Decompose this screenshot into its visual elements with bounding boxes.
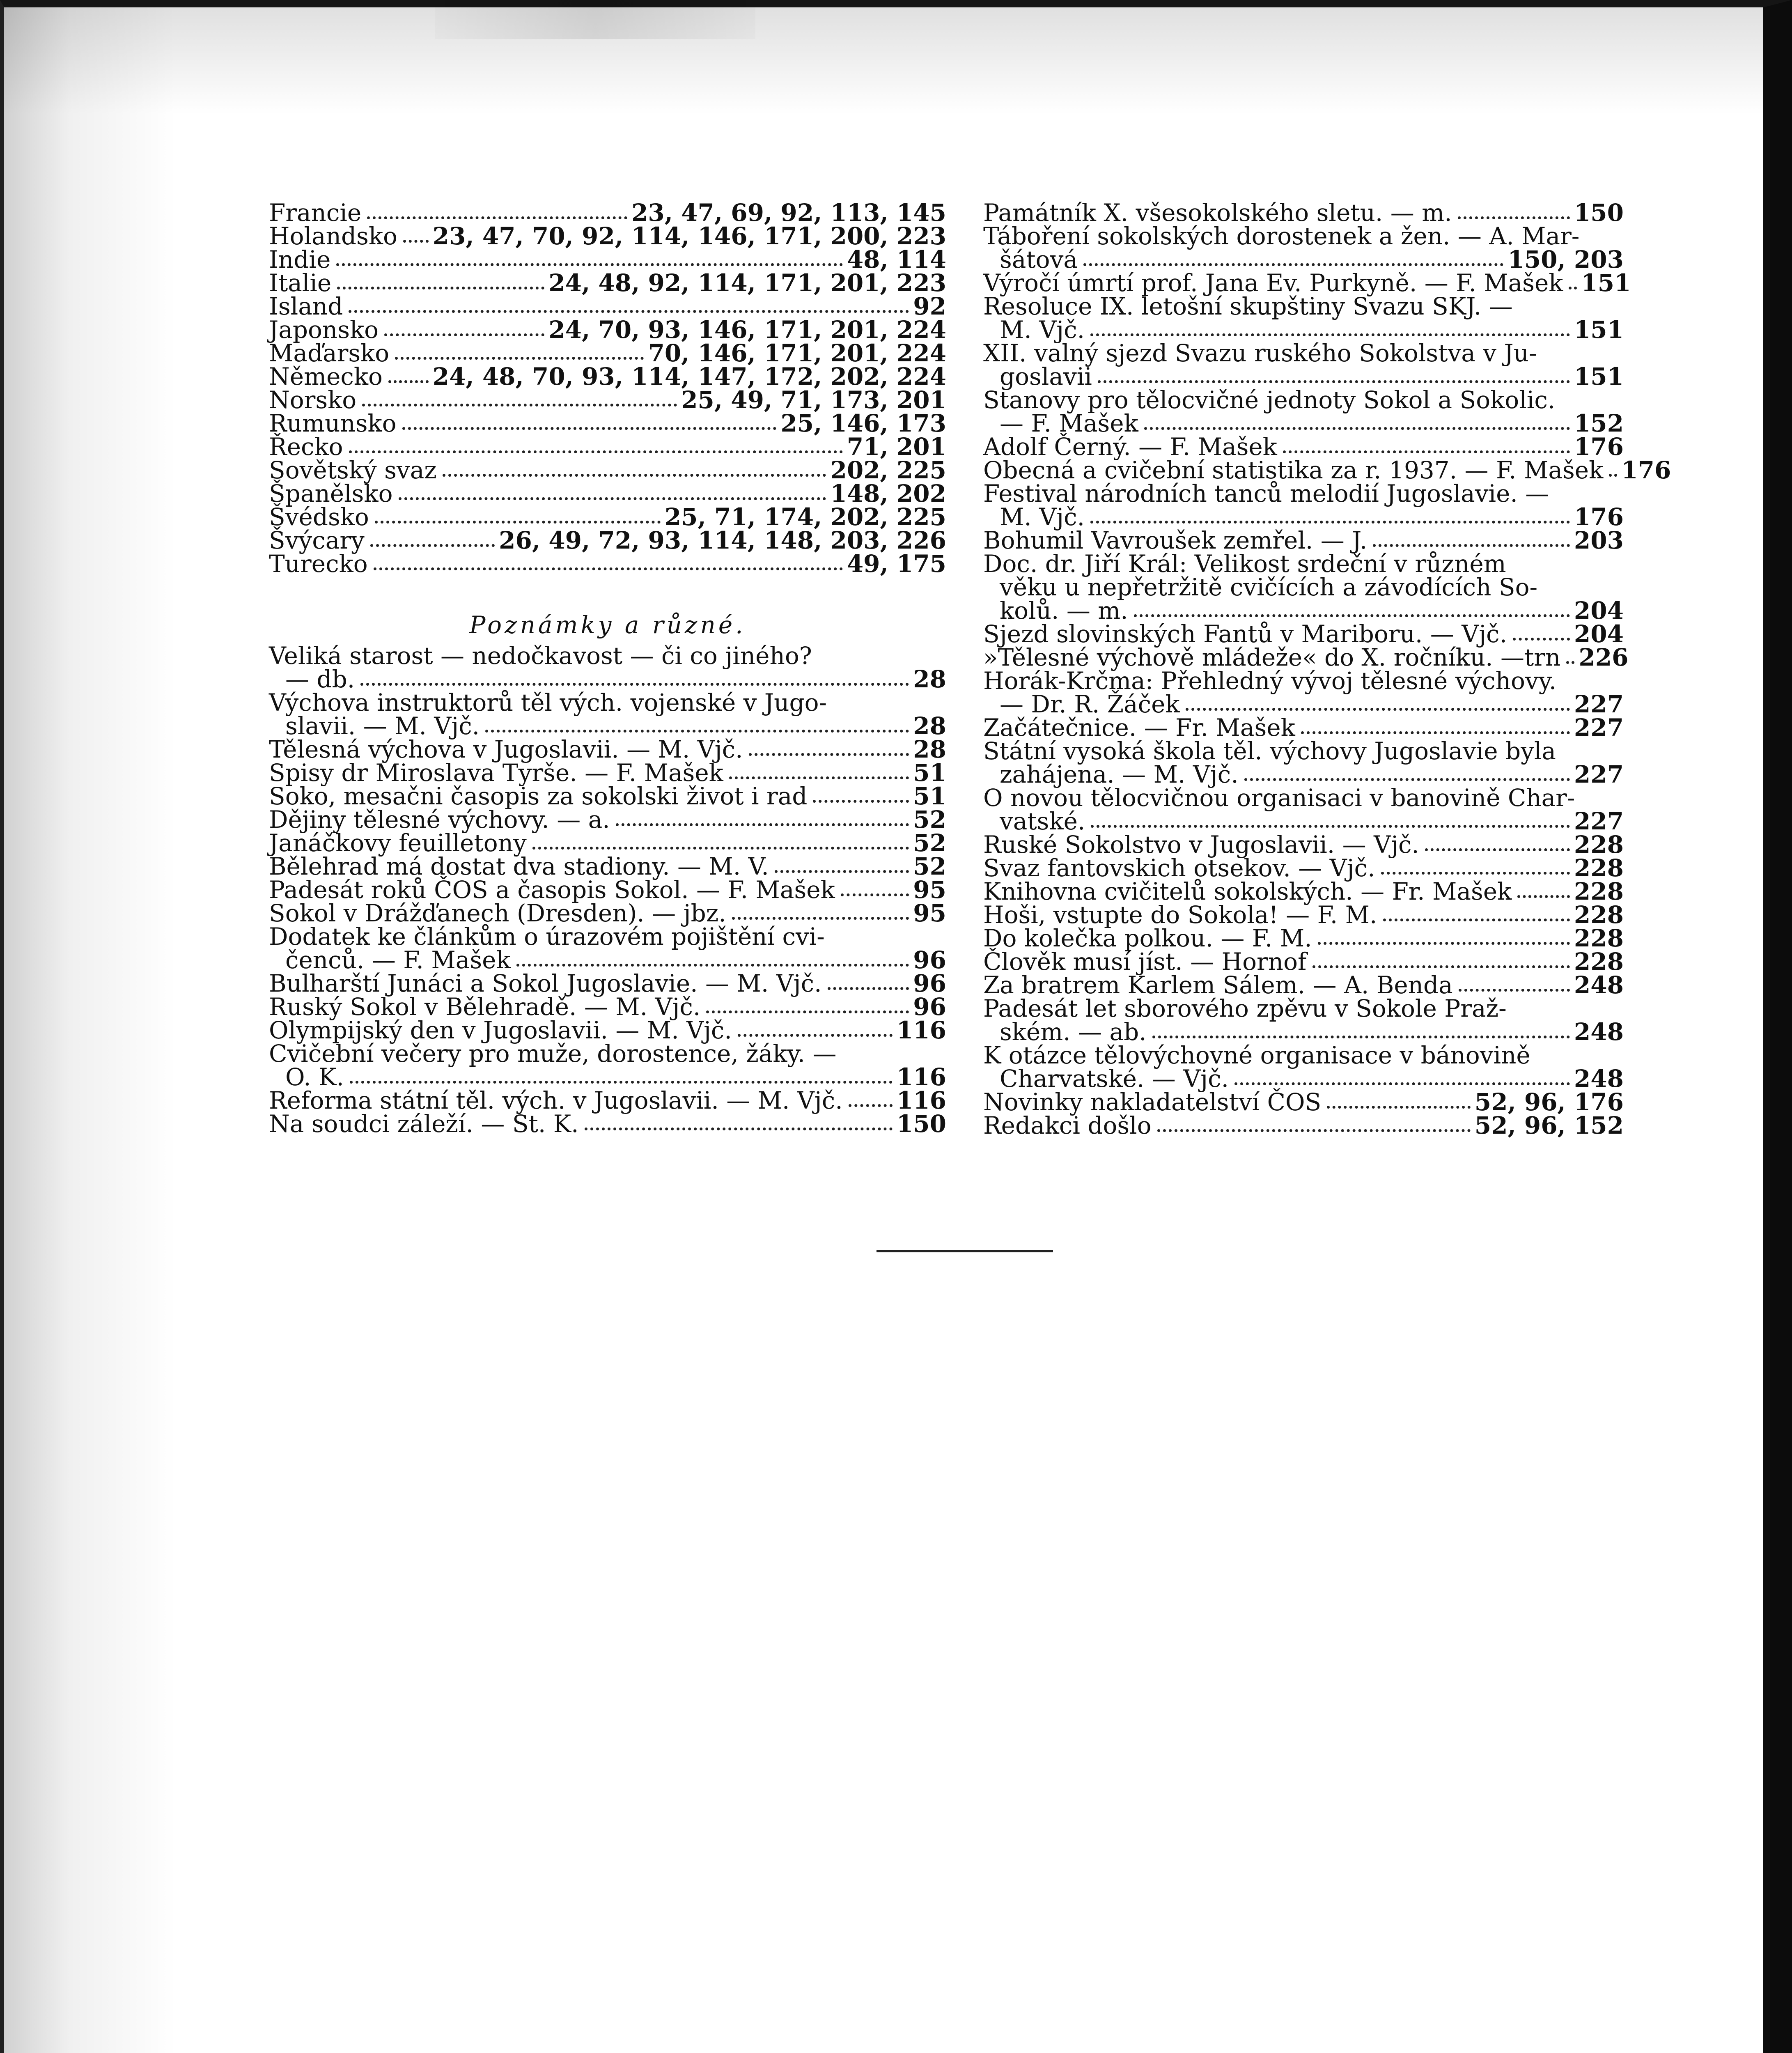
dot-leader bbox=[1301, 731, 1570, 734]
dot-leader bbox=[1186, 708, 1570, 711]
dot-leader bbox=[813, 800, 909, 803]
dot-leader bbox=[443, 474, 826, 477]
right-entry-jiri-kral: Doc. dr. Jiří Král: Velikost srdeční v různém věku u nepřetržitě cvičících a závodících So- kolů. — m. 204 bbox=[983, 550, 1624, 625]
dot-leader bbox=[349, 310, 909, 313]
dot-leader bbox=[1513, 638, 1570, 641]
dot-leader bbox=[1425, 848, 1570, 851]
dot-leader bbox=[1318, 942, 1570, 945]
right-index-column bbox=[983, 199, 1671, 1139]
right-entry-sjezd-fantu: Sjezd slovinských Fantů v Mariboru. — Vjč. 204 bbox=[983, 620, 1624, 648]
dot-leader bbox=[399, 497, 826, 500]
dot-leader bbox=[336, 263, 843, 266]
country-entry-nemecko: Německo 24, 48, 70, 93, 114, 147, 172, 202, 224 bbox=[269, 363, 946, 390]
dot-leader bbox=[375, 521, 661, 524]
country-entry-norsko: Norsko 25, 49, 71, 173, 201 bbox=[269, 386, 946, 414]
dot-leader bbox=[706, 1010, 909, 1013]
right-entry-taboreni: Táboření sokolských dorostenek a žen. — A. Mar- šátová 150, 203 bbox=[983, 222, 1624, 273]
country-entry-francie: Francie 23, 47, 69, 92, 113, 145 bbox=[269, 199, 946, 227]
country-entry-island: Island 92 bbox=[269, 292, 946, 320]
dot-leader bbox=[362, 404, 677, 406]
dot-leader bbox=[1459, 989, 1570, 992]
right-entry-statni-skola: Státní vysoká škola těl. výchovy Jugoslavie byla zahájena. — M. Vjč. 227 bbox=[983, 737, 1624, 788]
right-entry-svaz-fantovskich: Svaz fantovskich otsekov. — Vjč. 228 bbox=[983, 854, 1624, 882]
note-entry-reforma: Reforma státní těl. vých. v Jugoslavii. — M. Vjč. 116 bbox=[269, 1086, 946, 1114]
note-entry-janackovy: Janáčkovy feuilletony 52 bbox=[269, 829, 946, 857]
note-entry-spisy-tyrse: Spisy dr Miroslava Tyrše. — F. Mašek 51 bbox=[269, 759, 946, 787]
right-entry-vyroci-purkyne: Výročí úmrtí prof. Jana Ev. Purkyně. — F. Mašek 151 bbox=[983, 269, 1631, 297]
dot-leader bbox=[516, 964, 909, 967]
dot-leader bbox=[616, 823, 909, 826]
country-entry-svycary: Švýcary 26, 49, 72, 93, 114, 148, 203, 226 bbox=[269, 526, 946, 554]
top-scan-smudge bbox=[435, 0, 755, 39]
note-entry-telesna-vychova: Tělesná výchova v Jugoslavii. — M. Vjč. 28 bbox=[269, 735, 946, 763]
country-entry-italie: Italie 24, 48, 92, 114, 171, 201, 223 bbox=[269, 269, 946, 297]
country-entry-sovetsky-svaz: Sovětský svaz 202, 225 bbox=[269, 456, 946, 484]
note-entry-rusky-sokol: Ruský Sokol v Bělehradě. — M. Vjč. 96 bbox=[269, 993, 946, 1021]
country-entry-svedsko: Švédsko 25, 71, 174, 202, 225 bbox=[269, 503, 946, 531]
country-entry-madarsko: Maďarsko 70, 146, 171, 201, 224 bbox=[269, 339, 946, 367]
dot-leader bbox=[388, 380, 429, 383]
right-entry-horak-krcma: Horák-Krčma: Přehledný vývoj tělesné výchovy. — Dr. R. Žáček 227 bbox=[983, 667, 1624, 718]
right-entry-nova-organisace: O novou tělocvičnou organisaci v banovině Char- vatské. 227 bbox=[983, 784, 1624, 835]
dot-leader bbox=[1569, 287, 1577, 289]
right-entry-hosi: Hoši, vstupte do Sokola! — F. M. 228 bbox=[983, 901, 1624, 929]
note-entry-velika-starost: Veliká starost — nedočkavost — či co jiného? — db. 28 bbox=[269, 642, 946, 693]
dot-leader bbox=[1090, 521, 1570, 524]
dot-leader bbox=[1327, 1106, 1470, 1109]
dot-leader bbox=[374, 567, 843, 570]
right-entry-obecna-statistika: Obecná a cvičební statistika za r. 1937. — F. Mašek 176 bbox=[983, 456, 1671, 484]
right-entry-clovek: Člověk musí jíst. — Hornof 228 bbox=[983, 948, 1624, 976]
right-entry-stanovy: Stanovy pro tělocvičné jednoty Sokol a Sokolic. — F. Mašek 152 bbox=[983, 386, 1624, 437]
right-entry-valny-sjezd: XII. valný sjezd Svazu ruského Sokolstva v Ju- goslavii 151 bbox=[983, 339, 1624, 390]
dot-leader bbox=[337, 287, 544, 289]
dot-leader bbox=[841, 893, 909, 896]
note-entry-dodatek: Dodatek ke článkům o úrazovém pojištění cvi- čenců. — F. Mašek 96 bbox=[269, 923, 946, 974]
note-entry-bulharsti-junaci: Bulharští Junáci a Sokol Jugoslavie. — M. Vjč. 96 bbox=[269, 969, 946, 997]
dot-leader bbox=[1152, 1036, 1570, 1038]
dot-leader bbox=[367, 216, 627, 219]
right-entry-festival: Festival národních tanců melodií Jugoslavie. — M. Vjč. 176 bbox=[983, 480, 1624, 531]
dot-leader bbox=[403, 240, 429, 243]
dot-leader bbox=[402, 427, 777, 430]
right-entry-pamatnik: Památník X. všesokolského sletu. — m. 150 bbox=[983, 199, 1624, 227]
right-entry-za-bratrem: Za bratrem Karlem Sálem. — A. Benda 248 bbox=[983, 971, 1624, 999]
dot-leader bbox=[749, 753, 909, 756]
country-entry-japonsko: Japonsko 24, 70, 93, 146, 171, 201, 224 bbox=[269, 316, 946, 344]
dot-leader bbox=[1383, 919, 1570, 921]
note-entry-sokol-drazdany: Sokol v Drážďanech (Dresden). — jbz. 95 bbox=[269, 899, 946, 927]
dot-leader bbox=[729, 776, 909, 779]
dot-leader bbox=[1373, 544, 1570, 547]
dot-leader bbox=[775, 870, 909, 873]
right-entry-bohumil-vavrousek: Bohumil Vavroušek zemřel. — J. 203 bbox=[983, 526, 1624, 554]
dot-leader bbox=[360, 683, 909, 686]
right-entry-telesne-vychove: »Tělesné výchově mládeže« do X. ročníku. —trn 226 bbox=[983, 643, 1629, 671]
dot-leader bbox=[1157, 1129, 1471, 1132]
dot-leader bbox=[1098, 380, 1570, 383]
right-entry-adolf-cerny: Adolf Černý. — F. Mašek 176 bbox=[983, 433, 1624, 461]
note-entry-na-soudci: Na soudci záleží. — St. K. 150 bbox=[269, 1110, 946, 1138]
dot-leader bbox=[732, 917, 909, 920]
dot-leader bbox=[485, 730, 909, 733]
dot-leader bbox=[1090, 333, 1570, 336]
note-entry-belehrad: Bělehrad má dostat dva stadiony. — M. V. 52 bbox=[269, 852, 946, 880]
dot-leader bbox=[585, 1128, 893, 1130]
dot-leader bbox=[370, 544, 495, 547]
dot-leader bbox=[1517, 895, 1570, 898]
right-entry-do-kolecka: Do kolečka polkou. — F. M. 228 bbox=[983, 924, 1624, 952]
dot-leader bbox=[1234, 1082, 1570, 1085]
dot-leader bbox=[384, 333, 544, 336]
dot-leader bbox=[1458, 216, 1570, 219]
right-entry-zacatecnice: Začátečnice. — Fr. Mašek 227 bbox=[983, 714, 1624, 742]
country-entry-spanelsko: Španělsko 148, 202 bbox=[269, 480, 946, 508]
note-entry-dejiny: Dějiny tělesné výchovy. — a. 52 bbox=[269, 806, 946, 834]
dot-leader bbox=[849, 1104, 893, 1107]
dot-leader bbox=[349, 450, 843, 453]
dot-leader bbox=[1083, 263, 1504, 266]
dot-leader bbox=[1244, 778, 1570, 781]
dot-leader bbox=[738, 1034, 893, 1037]
country-entry-turecko: Turecko 49, 175 bbox=[269, 550, 946, 578]
right-entry-ruske-sokolstvo: Ruské Sokolstvo v Jugoslavii. — Vjč. 228 bbox=[983, 831, 1624, 859]
dot-leader bbox=[1609, 474, 1617, 477]
country-entry-holandsko: Holandsko 23, 47, 70, 92, 114, 146, 171, 200, 223 bbox=[269, 222, 946, 250]
right-entry-redakci-doslo: Redakci došlo 52, 96, 152 bbox=[983, 1111, 1624, 1139]
note-entry-padesat-roku: Padesát roků ČOS a časopis Sokol. — F. Mašek 95 bbox=[269, 876, 946, 904]
dot-leader bbox=[1134, 614, 1570, 617]
dot-leader bbox=[1312, 965, 1570, 968]
country-entry-recko: Řecko 71, 201 bbox=[269, 433, 946, 461]
country-entry-indie: Indie 48, 114 bbox=[269, 246, 946, 273]
dot-leader bbox=[1566, 661, 1574, 664]
left-index-column bbox=[269, 201, 946, 1136]
right-entry-knihovna: Knihovna cvičitelů sokolských. — Fr. Mašek 228 bbox=[983, 877, 1624, 905]
dot-leader bbox=[828, 987, 909, 990]
right-entry-k-otazce: K otázce tělovýchovné organisace v bánovině Charvatské. — Vjč. 248 bbox=[983, 1041, 1624, 1093]
country-entry-rumunsko: Rumunsko 25, 146, 173 bbox=[269, 409, 946, 437]
note-entry-cvicebni-vecery: Cvičební večery pro muže, dorostence, žáky. — O. K. 116 bbox=[269, 1040, 946, 1091]
note-entry-vychova-instruktoru: Výchova instruktorů těl vých. vojenské v Jugo- slavii. — M. Vjč. 28 bbox=[269, 689, 946, 740]
dot-leader bbox=[532, 847, 909, 850]
note-entry-olympijsky-den: Olympijský den v Jugoslavii. — M. Vjč. 116 bbox=[269, 1016, 946, 1044]
section-divider-rule bbox=[876, 1250, 1053, 1252]
note-entry-soko: Soko, mesačni časopis za sokolski život i rad 51 bbox=[269, 782, 946, 810]
right-entry-novinky: Novinky nakladatelství ČOS 52, 96, 176 bbox=[983, 1088, 1624, 1116]
right-entry-resoluce: Resoluce IX. letošní skupštiny Svazu SKJ. — M. Vjč. 151 bbox=[983, 292, 1624, 344]
dot-leader bbox=[1144, 427, 1570, 430]
notes-section-heading: Poznámky a různé. bbox=[469, 611, 746, 639]
right-entry-padesat-let: Padesát let sborového zpěvu v Sokole Praž- ském. — ab. 248 bbox=[983, 994, 1624, 1046]
dot-leader bbox=[1091, 825, 1570, 828]
dot-leader bbox=[1283, 450, 1570, 453]
dot-leader bbox=[395, 357, 644, 360]
dot-leader bbox=[350, 1081, 893, 1084]
dot-leader bbox=[1381, 872, 1570, 875]
